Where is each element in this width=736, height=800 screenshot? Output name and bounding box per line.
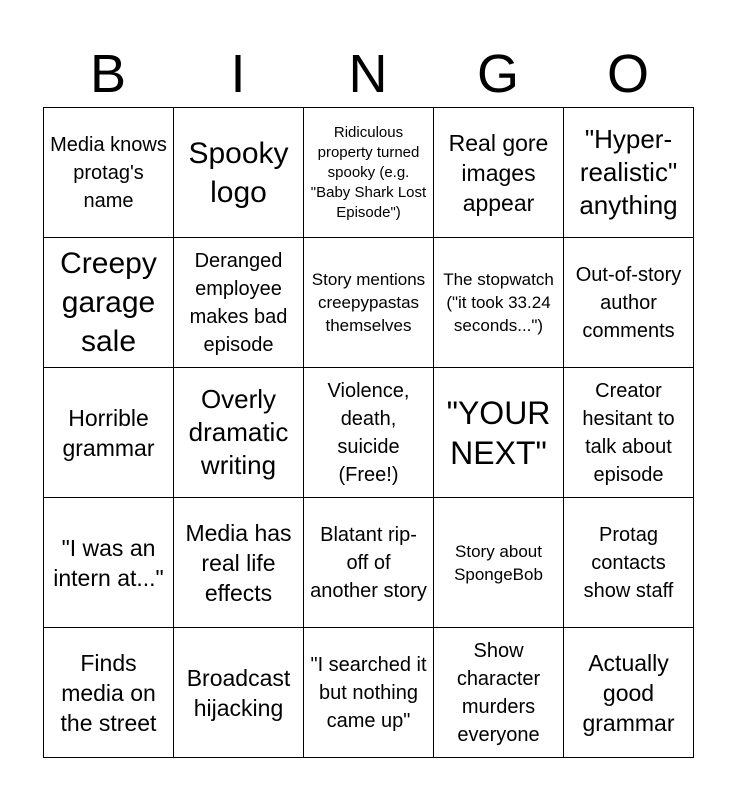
bingo-cell[interactable]: Horrible grammar <box>44 368 174 498</box>
bingo-cell[interactable]: Protag contacts show staff <box>564 498 694 628</box>
bingo-cell[interactable]: Media has real life effects <box>174 498 304 628</box>
bingo-cell[interactable]: "I was an intern at..." <box>44 498 174 628</box>
header-letter-n: N <box>348 44 388 104</box>
header-letter-i: I <box>230 44 246 104</box>
bingo-row <box>44 108 694 238</box>
bingo-cell[interactable]: Show character murders everyone <box>434 628 564 758</box>
bingo-cell[interactable]: Story about SpongeBob <box>434 498 564 628</box>
header-letter-b: B <box>89 44 127 104</box>
bingo-cell[interactable]: Deranged employee makes bad episode <box>174 238 304 368</box>
bingo-cell[interactable]: Actually good grammar <box>564 628 694 758</box>
bingo-cell[interactable]: Finds media on the street <box>44 628 174 758</box>
bingo-cell[interactable]: Creepy garage sale <box>44 238 174 368</box>
bingo-cell[interactable]: "YOUR NEXT" <box>434 368 564 498</box>
bingo-cell[interactable]: The stopwatch ("it took 33.24 seconds...") <box>434 238 564 368</box>
bingo-cell[interactable]: Ridiculous property turned spooky (e.g. "Baby Shark Lost Episode") <box>304 108 434 238</box>
bingo-row <box>44 498 694 628</box>
bingo-header <box>43 40 693 108</box>
bingo-row <box>44 628 694 758</box>
bingo-row <box>44 238 694 368</box>
bingo-cell[interactable]: Out-of-story author comments <box>564 238 694 368</box>
header-letter-g: G <box>476 44 519 104</box>
bingo-grid <box>43 107 694 758</box>
bingo-cell[interactable]: Spooky logo <box>174 108 304 238</box>
bingo-row <box>44 368 694 498</box>
bingo-cell[interactable]: Story mentions creepypastas themselves <box>304 238 434 368</box>
bingo-cell[interactable]: Violence, death, suicide (Free!) <box>304 368 434 498</box>
bingo-cell[interactable]: Broadcast hijacking <box>174 628 304 758</box>
bingo-cell[interactable]: Creator hesitant to talk about episode <box>564 368 694 498</box>
bingo-cell[interactable]: Real gore images appear <box>434 108 564 238</box>
bingo-cell[interactable]: "Hyper-realistic" anything <box>564 108 694 238</box>
bingo-cell[interactable]: Blatant rip-off of another story <box>304 498 434 628</box>
bingo-cell[interactable]: Media knows protag's name <box>44 108 174 238</box>
bingo-cell[interactable]: Overly dramatic writing <box>174 368 304 498</box>
header-letter-o: O <box>606 44 649 104</box>
bingo-cell[interactable]: "I searched it but nothing came up" <box>304 628 434 758</box>
